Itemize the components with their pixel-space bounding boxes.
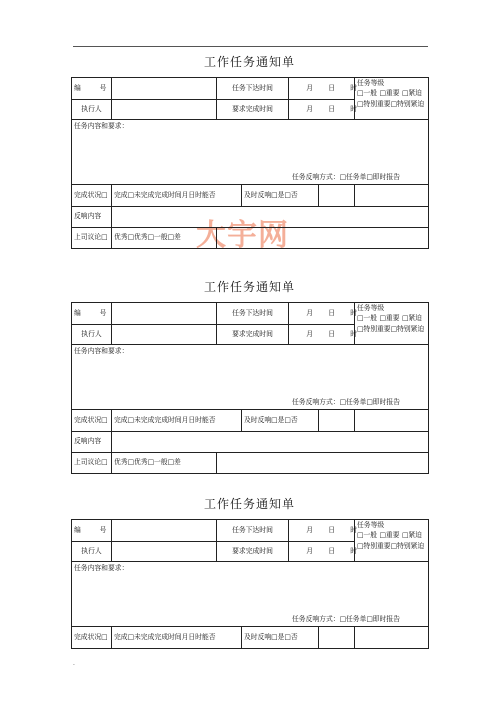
grade-label: 任务等级 [357,79,385,87]
issue-no-field[interactable] [112,78,217,100]
status-blank-cell[interactable] [319,627,355,649]
executor-label: 执行人 [72,542,112,562]
status-extra-cell[interactable] [355,627,429,649]
feedback-content-label: 反响内容 [72,207,112,228]
day-label: 日 [328,104,335,113]
status-text[interactable]: 完成□未完成完成时间月日时能否 [112,410,242,432]
month-label: 月 [306,329,313,338]
grade-special-checkboxes[interactable]: □特别重要□特别紧迫 [357,541,425,550]
status-extra-cell[interactable] [355,410,429,432]
required-time-label: 要求完成时间 [217,100,289,120]
timely-feedback[interactable]: 及时反响□是□否 [242,185,319,207]
day-label: 日 [328,308,335,317]
grade-label: 任务等级 [357,521,385,529]
task-content-area[interactable] [72,562,429,627]
grade-cell [355,78,429,120]
hour-label: 时 [350,308,357,317]
executor-label: 执行人 [72,100,112,120]
hour-label: 时 [350,546,357,555]
assign-time-label: 任务下达时间 [217,78,289,100]
issue-no-field[interactable] [112,520,217,542]
required-time-label: 要求完成时间 [217,542,289,562]
supervisor-label[interactable]: 上司议论□ [72,228,112,249]
assign-time-field[interactable] [289,303,355,325]
form-table [71,302,429,474]
grade-label: 任务等级 [357,304,385,312]
assign-time-label: 任务下达时间 [217,520,289,542]
form-title: 工作任务通知单 [203,55,295,69]
task-content-label: 任务内容和要求： [74,122,129,130]
assign-time-label: 任务下达时间 [217,303,289,325]
executor-field[interactable] [112,100,217,120]
status-blank-cell[interactable] [319,410,355,432]
hour-label: 时 [350,329,357,338]
task-content-area[interactable] [72,120,429,185]
feedback-content-field[interactable] [112,207,429,228]
issue-no-label: 编 号 [72,78,112,100]
grade-normal-checkbox[interactable]: □一般 [357,530,378,539]
hour-label: 时 [350,525,357,534]
status-label[interactable]: 完成状况□ [72,627,112,649]
grade-normal-checkbox[interactable]: □一般 [357,88,378,97]
required-time-field[interactable] [289,542,355,562]
grade-cell [355,303,429,345]
task-content-label: 任务内容和要求： [74,564,129,572]
day-label: 日 [328,329,335,338]
status-extra-cell[interactable] [355,185,429,207]
grade-special-checkboxes[interactable]: □特别重要□特别紧迫 [357,324,425,333]
feedback-method[interactable]: 任务反响方式：□任务单□即时报告 [292,173,400,182]
form-title: 工作任务通知单 [203,280,295,294]
feedback-content-field[interactable] [112,432,429,453]
feedback-method[interactable]: 任务反响方式：□任务单□即时报告 [292,398,400,407]
day-label: 日 [328,525,335,534]
task-form-3 [71,489,428,649]
watermark: 大宇网 [196,218,289,253]
month-label: 月 [306,525,313,534]
grade-important-checkbox[interactable]: □重要 [379,530,400,539]
month-label: 月 [306,83,313,92]
timely-feedback[interactable]: 及时反响□是□否 [242,410,319,432]
feedback-method[interactable]: 任务反响方式：□任务单□即时报告 [292,615,400,624]
status-label[interactable]: 完成状况□ [72,410,112,432]
issue-no-label: 编 号 [72,520,112,542]
issue-no-label: 编 号 [72,303,112,325]
supervisor-options[interactable]: 优秀□优秀□一般□差 [112,453,217,474]
month-label: 月 [306,104,313,113]
form-table [71,519,429,649]
form-table [71,77,429,249]
status-text[interactable]: 完成□未完成完成时间月日时能否 [112,627,242,649]
task-form-1 [71,47,428,249]
grade-urgent-checkbox[interactable]: □紧迫 [401,313,422,322]
month-label: 月 [306,546,313,555]
status-text[interactable]: 完成□未完成完成时间月日时能否 [112,185,242,207]
footer-mark: · [73,662,75,669]
required-time-field[interactable] [289,325,355,345]
day-label: 日 [328,83,335,92]
executor-label: 执行人 [72,325,112,345]
executor-field[interactable] [112,542,217,562]
supervisor-comment-field[interactable] [217,228,429,249]
task-content-label: 任务内容和要求： [74,347,129,355]
timely-feedback[interactable]: 及时反响□是□否 [242,627,319,649]
status-label[interactable]: 完成状况□ [72,185,112,207]
task-content-area[interactable] [72,345,429,410]
grade-important-checkbox[interactable]: □重要 [379,313,400,322]
assign-time-field[interactable] [289,520,355,542]
form-title: 工作任务通知单 [203,497,295,511]
supervisor-label[interactable]: 上司议论□ [72,453,112,474]
task-form-2 [71,272,428,474]
required-time-field[interactable] [289,100,355,120]
hour-label: 时 [350,104,357,113]
day-label: 日 [328,546,335,555]
grade-important-checkbox[interactable]: □重要 [379,88,400,97]
supervisor-options[interactable]: 优秀□优秀□一般□差 [112,228,217,249]
issue-no-field[interactable] [112,303,217,325]
grade-urgent-checkbox[interactable]: □紧迫 [401,88,422,97]
hour-label: 时 [350,83,357,92]
month-label: 月 [306,308,313,317]
grade-special-checkboxes[interactable]: □特别重要□特别紧迫 [357,99,425,108]
grade-urgent-checkbox[interactable]: □紧迫 [401,530,422,539]
status-blank-cell[interactable] [319,185,355,207]
feedback-content-label: 反响内容 [72,432,112,453]
executor-field[interactable] [112,325,217,345]
required-time-label: 要求完成时间 [217,325,289,345]
supervisor-comment-field[interactable] [217,453,429,474]
grade-normal-checkbox[interactable]: □一般 [357,313,378,322]
assign-time-field[interactable] [289,78,355,100]
grade-cell [355,520,429,562]
